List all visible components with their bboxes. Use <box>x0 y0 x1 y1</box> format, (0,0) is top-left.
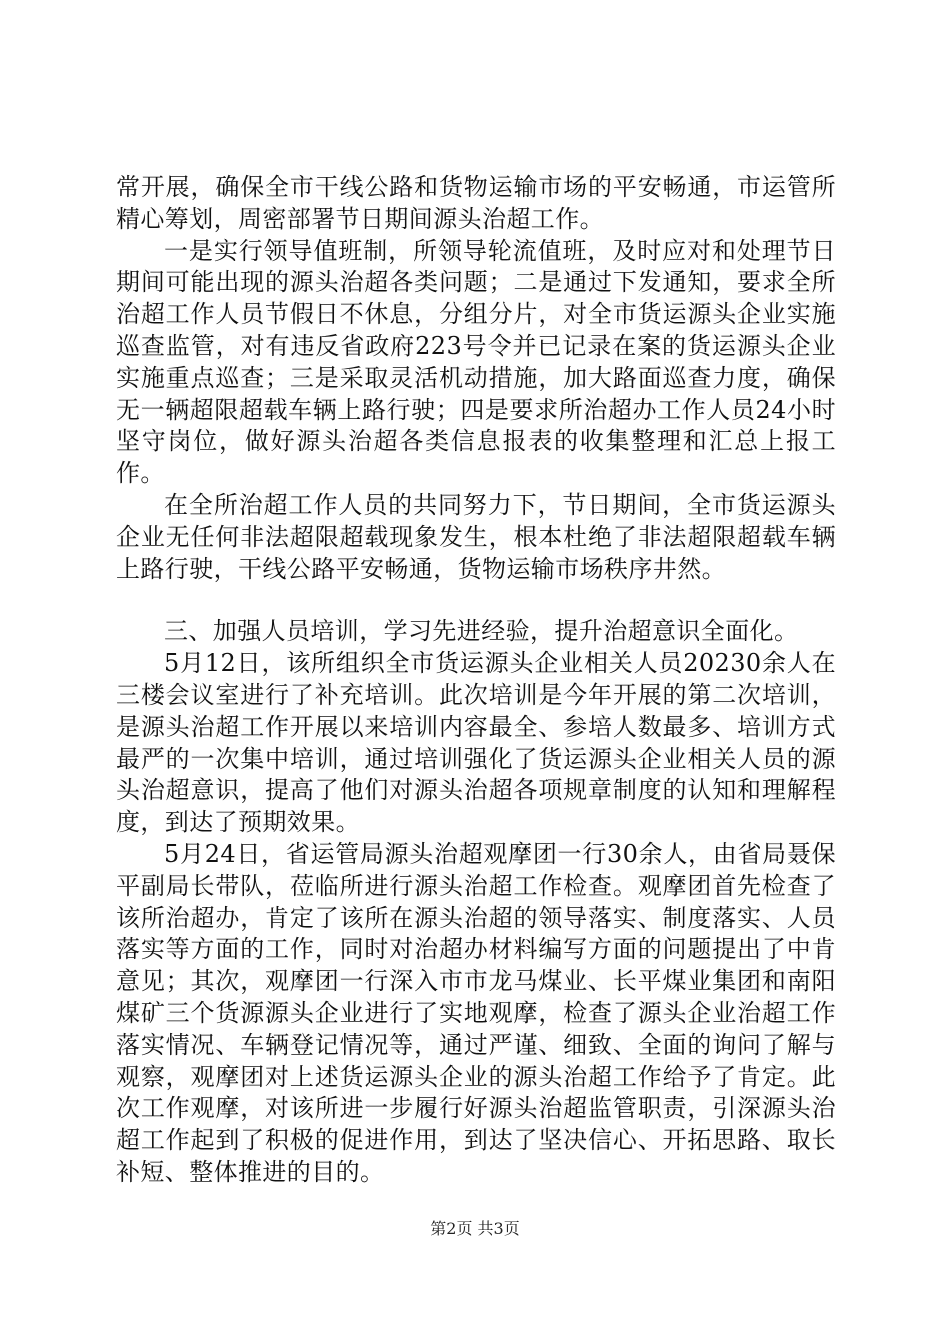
paragraph-inspection: 5月24日，省运管局源头治超观摩团一行30余人，由省局聂保平副局长带队，莅临所进行源头治超工作检查。观摩团首先检查了该所治超办，肯定了该所在源头治超的领导落实、制度落实、人员落实等方面的工作，同时对治超办材料编写方面的问题提出了中肯意见；其次，观摩团一行深入市市龙马煤业、长平煤业集团和南阳煤矿三个货源源头企业进行了实地观摩，检查了源头企业治超工作落实情况、车辆登记情况等，通过严谨、细致、全面的询问了解与观察，观摩团对上述货运源头企业的源头治超工作给予了肯定。此次工作观摩，对该所进一步履行好源头治超监管职责，引深源头治超工作起到了积极的促进作用，到达了坚决信心、开拓思路、取长补短、整体推进的目的。 <box>116 839 836 1186</box>
page-footer: 第2页 共3页 <box>430 1219 520 1238</box>
document-body <box>116 172 836 1189</box>
paragraph-continuation: 常开展，确保全市干线公路和货物运输市场的平安畅通，市运管所精心筹划，周密部署节日期间源头治超工作。 <box>116 173 836 233</box>
paragraph-training: 5月12日，该所组织全市货运源头企业相关人员20230余人在三楼会议室进行了补充培训。此次培训是今年开展的第二次培训，是源头治超工作开展以来培训内容最全、参培人数最多、培训方式最严的一次集中培训，通过培训强化了货运源头企业相关人员的源头治超意识，提高了他们对源头治超各项规章制度的认知和理解程度，到达了预期效果。 <box>116 649 836 837</box>
section-heading: 三、加强人员培训，学习先进经验，提升治超意识全面化。 <box>164 617 799 646</box>
paragraph-gap <box>116 585 836 616</box>
paragraph-measures: 一是实行领导值班制，所领导轮流值班，及时应对和处理节日期间可能出现的源头治超各类问题；二是通过下发通知，要求全所治超工作人员节假日不休息，分组分片，对全市货运源头企业实施巡查监管，对有违反省政府223号令并已记录在案的货运源头企业实施重点巡查；三是采取灵活机动措施，加大路面巡查力度，确保无一辆超限超载车辆上路行驶；四是要求所治超办工作人员24小时坚守岗位，做好源头治超各类信息报表的收集整理和汇总上报工作。 <box>116 236 836 488</box>
paragraph-results: 在全所治超工作人员的共同努力下，节日期间，全市货运源头企业无任何非法超限超载现象发生，根本杜绝了非法超限超载车辆上路行驶，干线公路平安畅通，货物运输市场秩序井然。 <box>116 490 836 583</box>
